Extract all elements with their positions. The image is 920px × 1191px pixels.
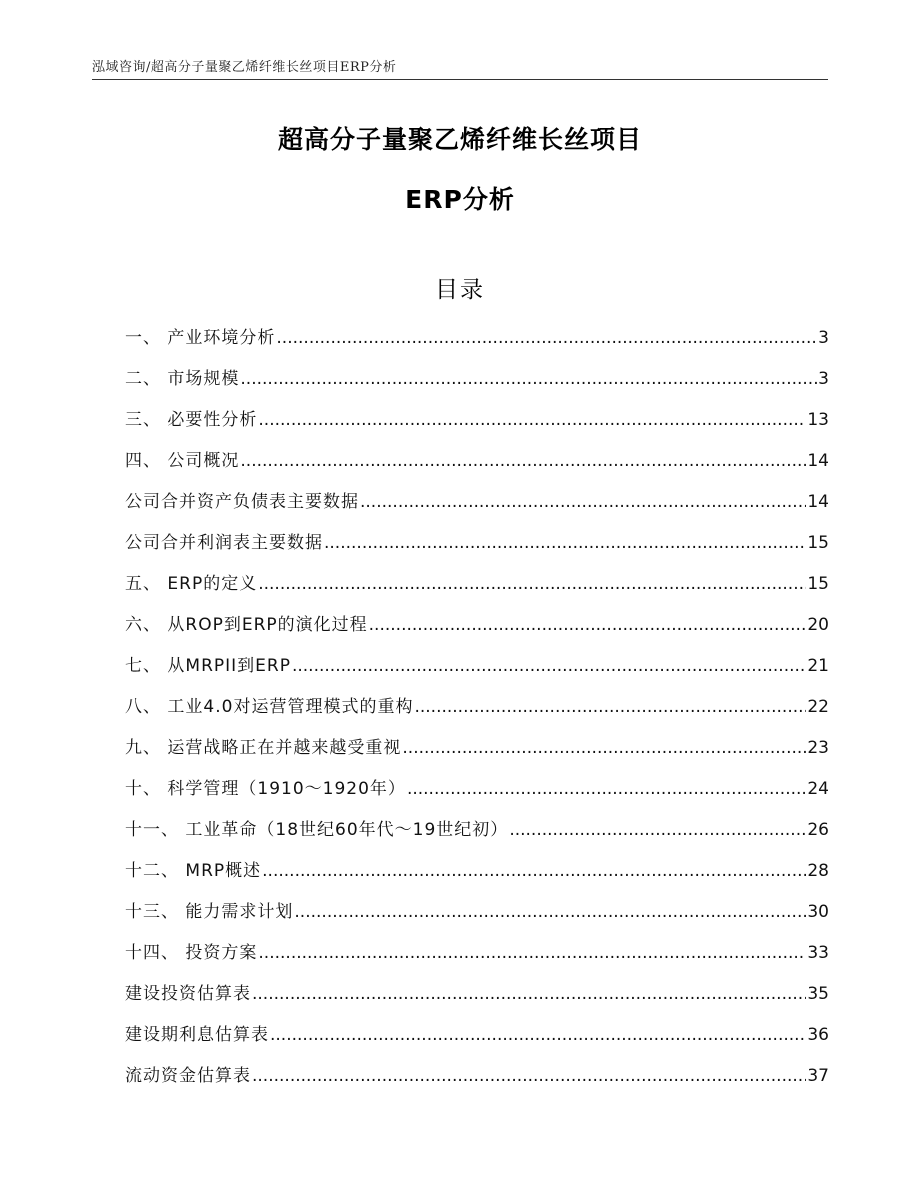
toc-page-number: 21	[807, 656, 829, 676]
toc-dot-leader	[240, 451, 806, 471]
toc-dot-leader	[369, 615, 807, 635]
toc-entry[interactable]	[125, 528, 829, 569]
toc-dot-leader	[270, 1025, 806, 1045]
toc-entry[interactable]	[125, 733, 829, 774]
toc-page-number: 28	[807, 861, 829, 881]
toc-dot-leader	[262, 861, 806, 881]
toc-entry-label: 九、 运营战略正在并越来越受重视	[125, 738, 402, 758]
toc-entry-label: 公司合并利润表主要数据	[125, 533, 323, 553]
toc-page-number: 23	[807, 738, 829, 758]
toc-dot-leader	[402, 738, 806, 758]
table-of-contents	[125, 323, 829, 1102]
toc-dot-leader	[294, 902, 806, 922]
toc-entry-label: 十四、 投资方案	[125, 943, 258, 963]
toc-entry-label: 公司合并资产负债表主要数据	[125, 492, 359, 512]
toc-dot-leader	[509, 820, 806, 840]
toc-dot-leader	[414, 697, 806, 717]
toc-entry[interactable]	[125, 446, 829, 487]
document-title-line2: ERP分析	[405, 185, 515, 214]
toc-page-number: 22	[807, 697, 829, 717]
toc-dot-leader	[360, 492, 806, 512]
toc-entry[interactable]	[125, 692, 829, 733]
toc-heading: 目录	[435, 277, 485, 303]
toc-page-number: 30	[807, 902, 829, 922]
toc-page-number: 3	[818, 328, 829, 348]
toc-page-number: 14	[807, 492, 829, 512]
toc-dot-leader	[276, 328, 817, 348]
toc-entry-label: 一、 产业环境分析	[125, 328, 276, 348]
toc-dot-leader	[252, 1066, 806, 1086]
toc-entry[interactable]	[125, 610, 829, 651]
toc-page-number: 3	[818, 369, 829, 389]
toc-dot-leader	[324, 533, 806, 553]
toc-page-number: 13	[807, 410, 829, 430]
toc-entry-label: 十二、 MRP概述	[125, 861, 262, 881]
toc-entry-label: 六、 从ROP到ERP的演化过程	[125, 615, 368, 635]
toc-entry[interactable]	[125, 979, 829, 1020]
toc-page-number: 37	[807, 1066, 829, 1086]
toc-page-number: 15	[807, 533, 829, 553]
toc-dot-leader	[292, 656, 806, 676]
toc-page-number: 24	[807, 779, 829, 799]
toc-entry[interactable]	[125, 1020, 829, 1061]
toc-dot-leader	[258, 943, 806, 963]
toc-entry-label: 八、 工业4.0对运营管理模式的重构	[125, 697, 414, 717]
toc-entry[interactable]	[125, 774, 829, 815]
toc-dot-leader	[258, 410, 806, 430]
toc-dot-leader	[252, 984, 806, 1004]
toc-page-number: 26	[807, 820, 829, 840]
toc-entry-label: 十一、 工业革命（18世纪60年代～19世纪初）	[125, 820, 509, 840]
document-title-line1: 超高分子量聚乙烯纤维长丝项目	[277, 125, 642, 154]
toc-dot-leader	[258, 574, 806, 594]
toc-entry-label: 三、 必要性分析	[125, 410, 258, 430]
toc-entry-label: 建设投资估算表	[125, 984, 251, 1004]
toc-entry-label: 五、 ERP的定义	[125, 574, 258, 594]
toc-entry[interactable]	[125, 487, 829, 528]
toc-entry-label: 十三、 能力需求计划	[125, 902, 294, 922]
toc-entry[interactable]	[125, 364, 829, 405]
toc-entry-label: 四、 公司概况	[125, 451, 240, 471]
toc-entry[interactable]	[125, 856, 829, 897]
header-rule	[92, 79, 828, 80]
toc-entry[interactable]	[125, 569, 829, 610]
toc-page-number: 15	[807, 574, 829, 594]
toc-entry[interactable]	[125, 1061, 829, 1102]
toc-page-number: 20	[807, 615, 829, 635]
toc-page-number: 35	[807, 984, 829, 1004]
toc-entry[interactable]	[125, 323, 829, 364]
toc-page-number: 14	[807, 451, 829, 471]
toc-dot-leader	[407, 779, 806, 799]
page-header: 泓域咨询/超高分子量聚乙烯纤维长丝项目ERP分析	[92, 60, 397, 75]
toc-entry[interactable]	[125, 897, 829, 938]
toc-entry[interactable]	[125, 815, 829, 856]
toc-entry[interactable]	[125, 651, 829, 692]
toc-entry[interactable]	[125, 938, 829, 979]
toc-entry-label: 二、 市场规模	[125, 369, 240, 389]
toc-entry-label: 七、 从MRPII到ERP	[125, 656, 291, 676]
toc-dot-leader	[240, 369, 817, 389]
toc-page-number: 33	[807, 943, 829, 963]
toc-entry-label: 十、 科学管理（1910～1920年）	[125, 779, 406, 799]
toc-entry-label: 流动资金估算表	[125, 1066, 251, 1086]
toc-entry-label: 建设期利息估算表	[125, 1025, 269, 1045]
toc-page-number: 36	[807, 1025, 829, 1045]
toc-entry[interactable]	[125, 405, 829, 446]
